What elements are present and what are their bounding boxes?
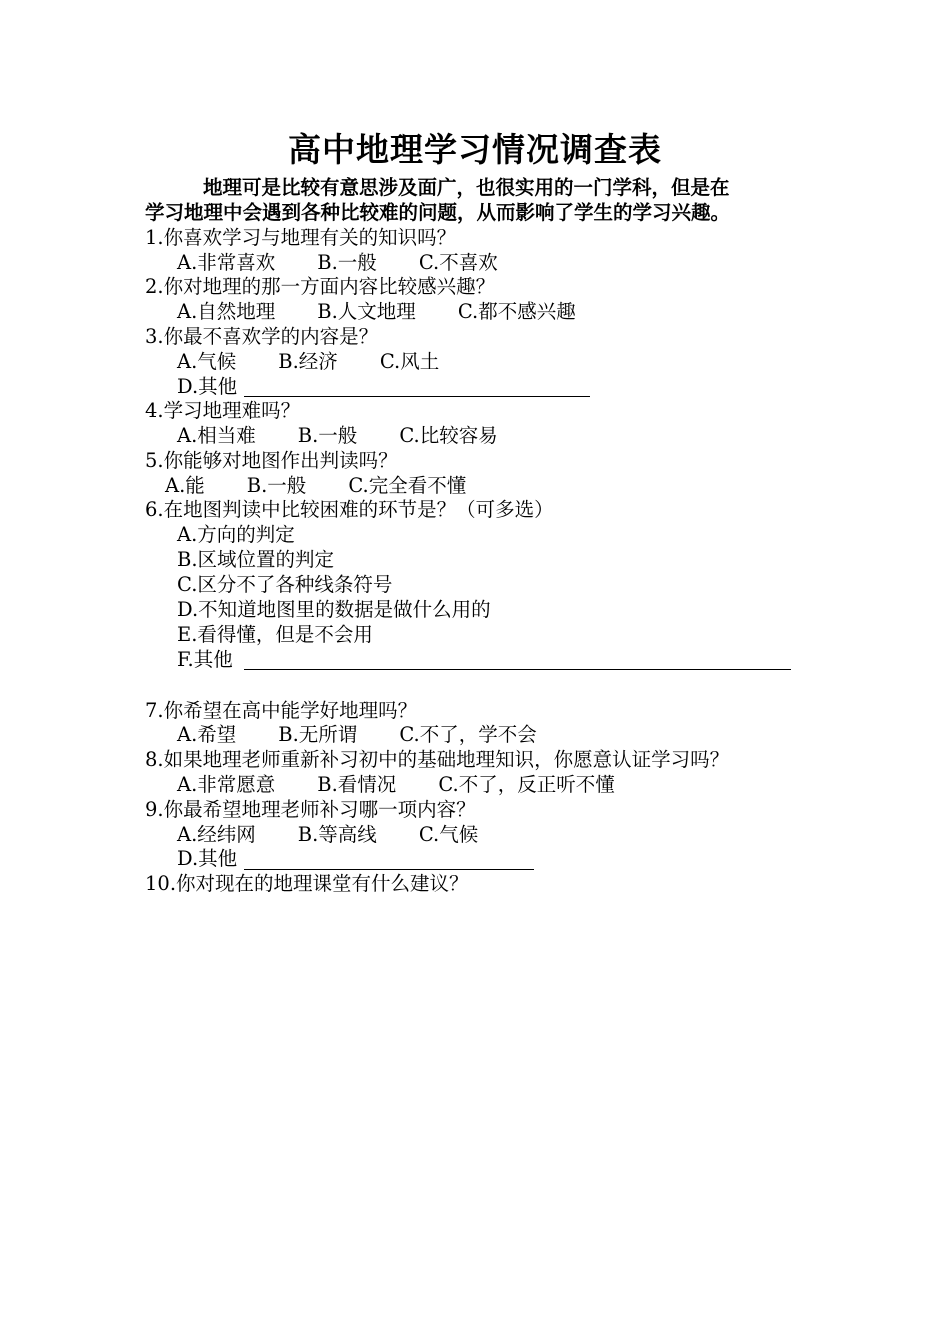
q9-option-b[interactable]: B.等高线 xyxy=(297,823,377,846)
q6-option-f[interactable]: F.其他 xyxy=(177,648,233,671)
q9-option-c[interactable]: C.气候 xyxy=(418,823,479,846)
question-9: 9.你最希望地理老师补习哪一项内容？ xyxy=(145,798,476,821)
q5-option-a[interactable]: A.能 xyxy=(165,474,205,497)
q7-option-b[interactable]: B.无所谓 xyxy=(278,723,358,746)
question-8-options xyxy=(177,772,615,797)
q4-option-a[interactable]: A.相当难 xyxy=(177,424,256,447)
question-5-options xyxy=(165,473,466,498)
question-4-options xyxy=(177,423,498,448)
q9-option-a[interactable]: A.经纬网 xyxy=(177,823,256,846)
intro-line-2: 学习地理中会遇到各种比较难的问题，从而影响了学生的学习兴趣。 xyxy=(145,201,731,224)
question-3: 3.你最不喜欢学的内容是？ xyxy=(145,325,379,348)
q2-option-c[interactable]: C.都不感兴趣 xyxy=(457,300,576,323)
question-10: 10.你对现在的地理课堂有什么建议？ xyxy=(145,872,469,895)
q8-option-a[interactable]: A.非常愿意 xyxy=(177,773,276,796)
q6-option-b[interactable]: B.区域位置的判定 xyxy=(177,548,335,571)
q3-option-d[interactable]: D.其他 xyxy=(177,375,238,398)
q1-option-b[interactable]: B.一般 xyxy=(317,251,377,274)
q8-option-b[interactable]: B.看情况 xyxy=(317,773,397,796)
q5-option-c[interactable]: C.完全看不懂 xyxy=(348,474,467,497)
question-2-options xyxy=(177,299,576,324)
question-1: 1.你喜欢学习与地理有关的知识吗？ xyxy=(145,226,457,249)
q6-option-e[interactable]: E.看得懂，但是不会用 xyxy=(177,623,373,646)
question-2: 2.你对地理的那一方面内容比较感兴趣？ xyxy=(145,275,496,298)
question-8: 8.如果地理老师重新补习初中的基础地理知识，你愿意认证学习吗？ xyxy=(145,748,730,771)
question-4: 4.学习地理难吗？ xyxy=(145,399,301,422)
question-7-options xyxy=(177,722,537,747)
q7-option-a[interactable]: A.希望 xyxy=(177,723,237,746)
q1-option-c[interactable]: C.不喜欢 xyxy=(418,251,498,274)
q6-other-blank[interactable] xyxy=(244,669,791,670)
question-6: 6.在地图判读中比较困难的环节是？（可多选） xyxy=(145,498,554,521)
question-1-options xyxy=(177,250,498,275)
q2-option-a[interactable]: A.自然地理 xyxy=(177,300,276,323)
q3-option-c[interactable]: C.风土 xyxy=(379,350,440,373)
question-7: 7.你希望在高中能学好地理吗？ xyxy=(145,699,418,722)
q3-other-blank[interactable] xyxy=(244,396,590,397)
q9-other-blank[interactable] xyxy=(244,869,534,870)
q7-option-c[interactable]: C.不了，学不会 xyxy=(399,723,537,746)
question-3-options xyxy=(177,349,439,374)
q8-option-c[interactable]: C.不了，反正听不懂 xyxy=(438,773,615,796)
q4-option-b[interactable]: B.一般 xyxy=(297,424,358,447)
q1-option-a[interactable]: A.非常喜欢 xyxy=(177,251,276,274)
q5-option-b[interactable]: B.一般 xyxy=(246,474,307,497)
q2-option-b[interactable]: B.人文地理 xyxy=(317,300,416,323)
q4-option-c[interactable]: C.比较容易 xyxy=(399,424,498,447)
q9-option-d[interactable]: D.其他 xyxy=(177,847,238,870)
page-title: 高中地理学习情况调查表 xyxy=(288,130,662,169)
q3-option-a[interactable]: A.气候 xyxy=(177,350,237,373)
q3-option-b[interactable]: B.经济 xyxy=(278,350,338,373)
q6-option-a[interactable]: A.方向的判定 xyxy=(177,523,295,546)
intro-line-1: 地理可是比较有意思涉及面广，也很实用的一门学科，但是在 xyxy=(203,176,730,199)
question-5: 5.你能够对地图作出判读吗？ xyxy=(145,449,398,472)
question-9-options xyxy=(177,822,478,847)
q6-option-c[interactable]: C.区分不了各种线条符号 xyxy=(177,573,393,596)
q6-option-d[interactable]: D.不知道地图里的数据是做什么用的 xyxy=(177,598,491,621)
